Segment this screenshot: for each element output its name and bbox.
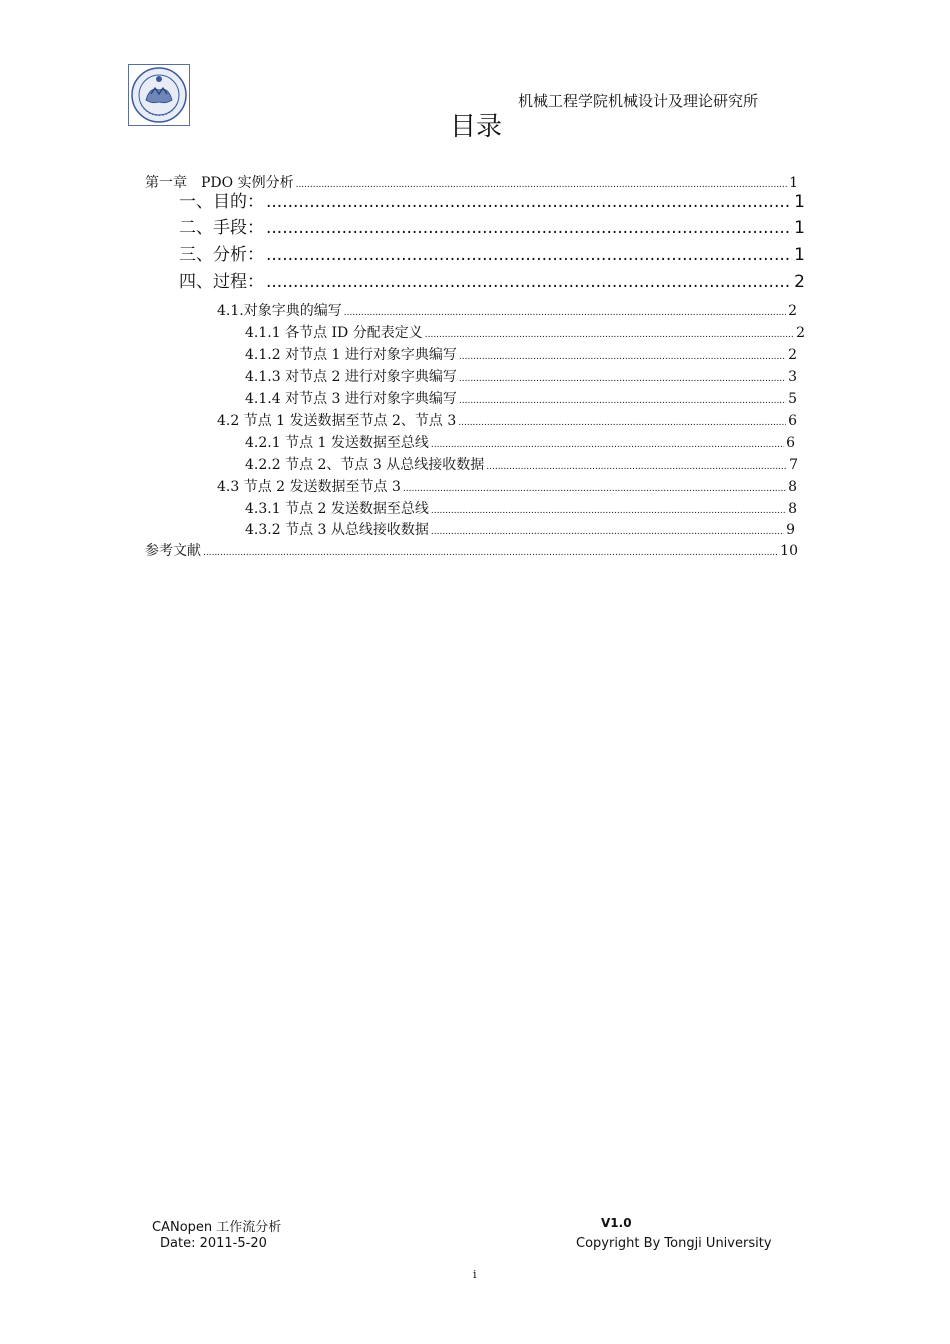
toc-page-number: 1 — [794, 245, 805, 265]
toc-leader — [458, 418, 786, 428]
toc-entry-label: 4.3 节点 2 发送数据至节点 3 — [217, 479, 401, 495]
toc-page-number: 8 — [788, 479, 797, 495]
toc-entry-label: 4.1.3 对节点 2 进行对象字典编写 — [245, 369, 457, 385]
toc-references[interactable] — [145, 540, 798, 560]
toc-entry[interactable] — [245, 344, 797, 364]
toc-section[interactable] — [179, 240, 805, 266]
toc-entry-label: 参考文献 — [145, 543, 201, 559]
toc-entry[interactable] — [245, 388, 797, 408]
toc-page-number: 10 — [780, 543, 798, 559]
toc-entry-label: 4.1.1 各节点 ID 分配表定义 — [245, 325, 423, 341]
toc-entry[interactable] — [217, 476, 797, 496]
toc-page-number: 1 — [794, 218, 805, 238]
page-title: 目录 — [450, 112, 503, 142]
footer-date: Date: 2011-5-20 — [160, 1236, 267, 1251]
toc-entry[interactable] — [245, 432, 795, 452]
toc-entry-label: 一、目的： — [179, 192, 264, 212]
toc-entry[interactable] — [245, 322, 805, 342]
toc-entry-label: 4.2.1 节点 1 发送数据至总线 — [245, 435, 429, 451]
toc-page-number: 3 — [788, 369, 797, 385]
toc-section[interactable] — [179, 187, 805, 213]
toc-entry-label: 4.1.对象字典的编写 — [217, 303, 342, 319]
toc-page-number: 8 — [788, 501, 797, 517]
toc-leader — [459, 352, 786, 362]
toc-entry[interactable] — [245, 519, 795, 539]
toc-leader — [459, 374, 786, 384]
toc-page-number: 6 — [788, 413, 797, 429]
toc-entry[interactable] — [217, 410, 797, 430]
toc-page-number: 1 — [794, 192, 805, 212]
toc-entry-label: 4.3.1 节点 2 发送数据至总线 — [245, 501, 429, 517]
toc-entry-label: 4.2.2 节点 2、节点 3 从总线接收数据 — [245, 457, 485, 473]
toc-entry-label: 4.1.2 对节点 1 进行对象字典编写 — [245, 347, 457, 363]
toc-leader — [344, 308, 786, 318]
toc-leader — [431, 440, 784, 450]
toc-page-number: 2 — [788, 347, 797, 363]
toc-page-number: 2 — [794, 272, 805, 292]
toc-entry[interactable] — [245, 454, 798, 474]
toc-leader — [266, 245, 792, 265]
toc-leader — [486, 462, 787, 472]
toc-leader — [266, 272, 792, 292]
toc-leader — [203, 548, 778, 558]
toc-page-number: 6 — [786, 435, 795, 451]
toc-entry[interactable] — [217, 300, 797, 320]
toc-leader — [459, 396, 786, 406]
toc-leader — [431, 506, 786, 516]
toc-leader — [266, 218, 792, 238]
toc-page-number: 2 — [788, 303, 797, 319]
institute-name: 机械工程学院机械设计及理论研究所 — [518, 92, 759, 110]
toc-leader — [431, 527, 784, 537]
toc-section[interactable] — [179, 267, 805, 293]
toc-entry-label: 4.3.2 节点 3 从总线接收数据 — [245, 522, 429, 538]
toc-entry-label: 二、手段： — [179, 218, 264, 238]
toc-entry-label: 第一章 PDO 实例分析 — [145, 175, 294, 191]
toc-entry-label: 4.2 节点 1 发送数据至节点 2、节点 3 — [217, 413, 457, 429]
toc-page-number: 7 — [789, 457, 798, 473]
footer-copyright: Copyright By Tongji University — [576, 1236, 772, 1251]
footer-version: V1.0 — [601, 1216, 632, 1230]
toc-entry-label: 四、过程： — [179, 272, 264, 292]
toc-leader — [266, 192, 792, 212]
toc-leader — [403, 484, 786, 494]
toc-page-number: 9 — [786, 522, 795, 538]
toc-section[interactable] — [179, 213, 805, 239]
toc-page-number: 1 — [789, 175, 798, 191]
page-number: i — [473, 1268, 477, 1281]
toc-entry[interactable] — [245, 498, 797, 518]
toc-entry[interactable] — [245, 366, 797, 386]
toc-entry-label: 三、分析： — [179, 245, 264, 265]
toc-page-number: 2 — [796, 325, 805, 341]
toc-leader — [425, 330, 794, 340]
footer-document-title: CANopen 工作流分析 — [152, 1220, 282, 1235]
toc-page-number: 5 — [788, 391, 797, 407]
toc-entry-label: 4.1.4 对节点 3 进行对象字典编写 — [245, 391, 457, 407]
university-seal-icon — [128, 64, 190, 126]
